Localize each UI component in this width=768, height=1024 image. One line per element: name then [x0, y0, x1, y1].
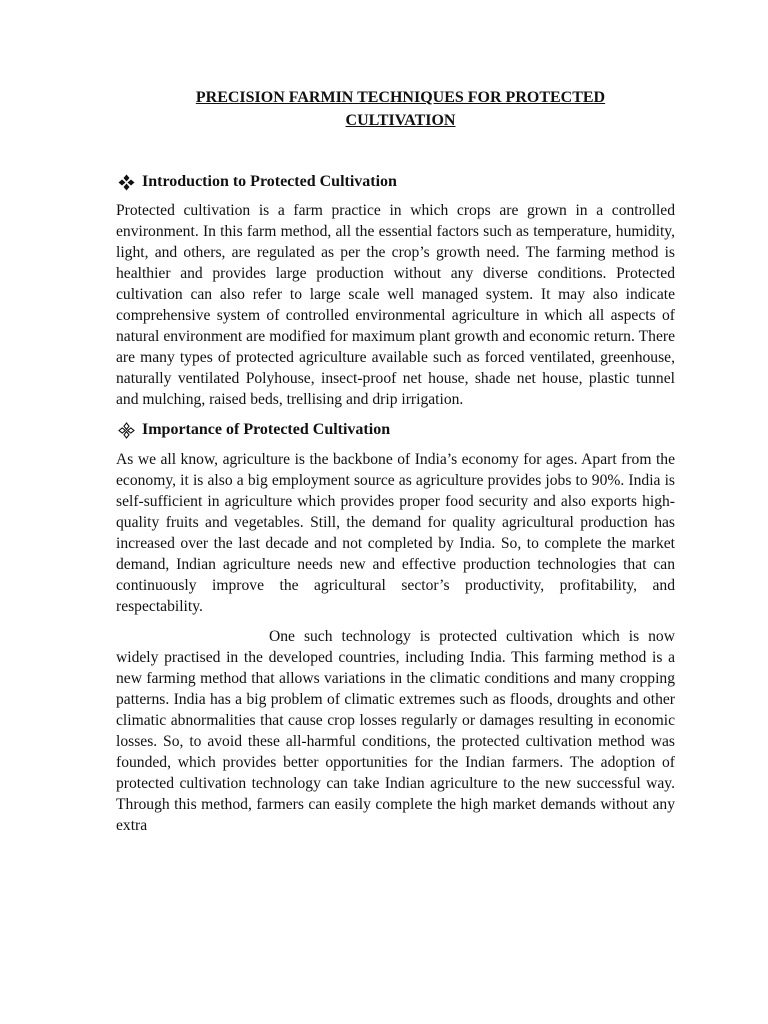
document-title: PRECISION FARMIN TECHNIQUES FOR PROTECTED CULTIVATION [195, 89, 606, 129]
paragraph-importance-1: As we all know, agriculture is the backbone of India’s economy for ages. Apart from the economy, it is also a big employment source as agriculture provides jobs to 90%. India is self-sufficient in agriculture which provides proper food security and also exports high-quality fruits and vegetables. Still, the demand for quality agricultural production has increased over the last decade and not completed by India. So, to complete the market demand, Indian agriculture needs new and effective production technologies that can continuously improve the agricultural sector’s productivity, profitability, and respectability. [116, 451, 675, 615]
section-heading-importance [116, 419, 675, 441]
paragraph-introduction: Protected cultivation is a farm practice in which crops are grown in a controlled environment. In this farm method, all the essential factors such as temperature, humidity, light, and others, are regulated as per the crop’s growth need. The farming method is healthier and provides large production without any diverse conditions. Protected cultivation can also refer to large scale well managed system. It may also indicate comprehensive system of controlled environmental agriculture in which all aspects of natural environment are modified for maximum plant growth and economic return. There are many types of protected agriculture available such as forced ventilated, greenhouse, naturally ventilated Polyhouse, insect-proof net house, shade net house, plastic tunnel and mulching, raised beds, trellising and drip irrigation. [116, 202, 675, 408]
paragraph-importance-2: One such technology is protected cultivation which is now widely practised in the developed countries, including India. This farming method is a new farming method that allows variations in the climatic conditions and many cropping patterns. India has a big problem of climatic extremes such as floods, droughts and other climatic abnormalities that cause crop losses regularly or damages resulting in economic losses. So, to avoid these all-harmful conditions, the protected cultivation method was founded, which provides better opportunities for the Indian farmers. The adoption of protected cultivation technology can take Indian agriculture to the new successful way. Through this method, farmers can easily complete the high market demands without any extra [116, 628, 675, 834]
four-diamond-outline-bullet-icon [118, 422, 135, 439]
four-diamond-bullet-icon [118, 174, 135, 191]
section-heading-introduction [116, 171, 675, 193]
section-heading-text: Introduction to Protected Cultivation [142, 173, 397, 190]
section-heading-text: Importance of Protected Cultivation [142, 421, 391, 438]
